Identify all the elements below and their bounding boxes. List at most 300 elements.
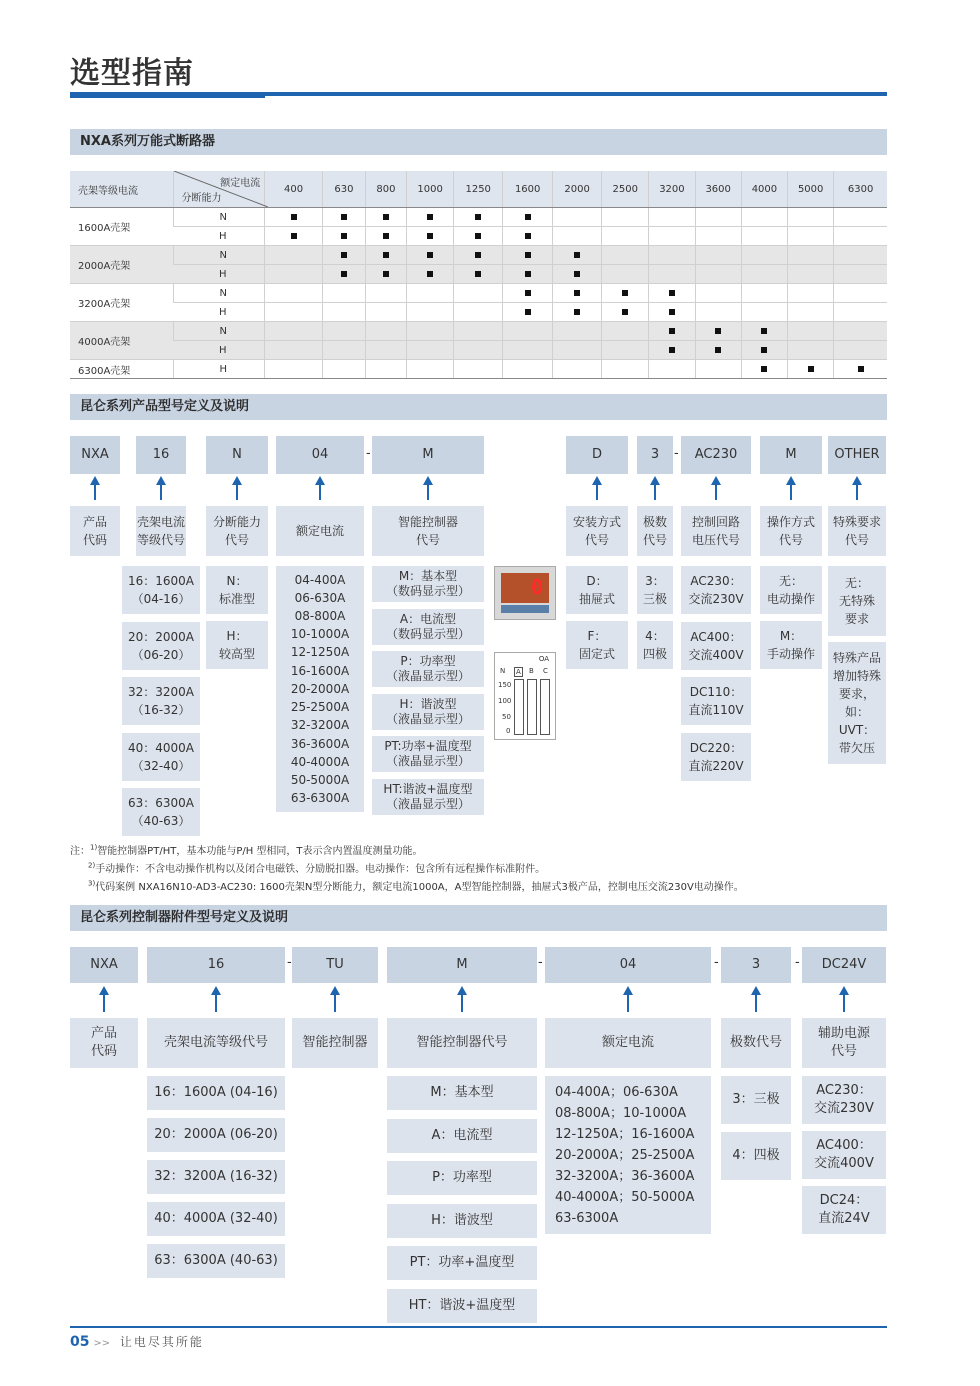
code-box-3: 04 bbox=[276, 436, 364, 474]
available-mark bbox=[574, 252, 580, 258]
table-cell bbox=[265, 341, 323, 360]
controller2-option-5: HT：谐波+温度型 bbox=[387, 1289, 537, 1323]
header-current-1250: 1250 bbox=[454, 171, 503, 208]
available-mark bbox=[525, 309, 531, 315]
table-cell bbox=[741, 227, 787, 246]
available-mark bbox=[475, 214, 481, 220]
table-cell bbox=[695, 246, 741, 265]
label2-box-6: 辅助电源 代号 bbox=[802, 1018, 886, 1068]
frame-option-1: 20：2000A （06-20） bbox=[122, 622, 200, 670]
available-mark bbox=[525, 252, 531, 258]
table-cell bbox=[407, 284, 454, 303]
label-box-4: 智能控制器 代号 bbox=[372, 506, 484, 556]
available-mark bbox=[525, 214, 531, 220]
section-controller-model: 昆仑系列控制器附件型号定义及说明 bbox=[70, 905, 887, 931]
arrow-3 bbox=[319, 478, 321, 500]
table-cell bbox=[602, 284, 649, 303]
breaking-capacity: N bbox=[173, 246, 265, 265]
arrow-9 bbox=[856, 478, 858, 500]
table-cell bbox=[788, 341, 834, 360]
frame2-option-4: 63：6300A (40-63) bbox=[147, 1244, 285, 1278]
table-row bbox=[70, 341, 887, 360]
table-cell bbox=[365, 303, 406, 322]
arrow-6 bbox=[654, 478, 656, 500]
controller2-option-0: M：基本型 bbox=[387, 1076, 537, 1110]
table-cell bbox=[741, 284, 787, 303]
arrow2-1 bbox=[215, 988, 217, 1012]
table-cell bbox=[602, 208, 649, 227]
table-cell bbox=[365, 322, 406, 341]
available-mark bbox=[669, 347, 675, 353]
table-cell bbox=[649, 360, 695, 379]
available-mark bbox=[525, 271, 531, 277]
table-cell bbox=[788, 303, 834, 322]
table-cell bbox=[649, 303, 695, 322]
frame-option-4: 63：6300A （40-63） bbox=[122, 788, 200, 836]
table-cell bbox=[503, 265, 553, 284]
note-0 bbox=[70, 842, 423, 857]
table-cell bbox=[365, 208, 406, 227]
table-cell bbox=[553, 341, 602, 360]
code-box-9: OTHER bbox=[828, 436, 886, 474]
voltage-option-3: DC220： 直流220V bbox=[681, 733, 751, 781]
table-cell bbox=[265, 227, 323, 246]
table-cell bbox=[649, 341, 695, 360]
table-cell bbox=[454, 208, 503, 227]
table-cell bbox=[322, 227, 365, 246]
code-box-2: N bbox=[206, 436, 268, 474]
arrow2-2 bbox=[334, 988, 336, 1012]
table-cell bbox=[741, 303, 787, 322]
table-cell bbox=[503, 341, 553, 360]
bar-b bbox=[527, 679, 537, 735]
table-row bbox=[70, 360, 887, 379]
code2-box-3: M bbox=[387, 947, 537, 983]
table-cell bbox=[322, 265, 365, 284]
code-box-0: NXA bbox=[70, 436, 120, 474]
table-row bbox=[70, 246, 887, 265]
table-cell bbox=[365, 265, 406, 284]
table-header-row bbox=[70, 171, 887, 208]
available-mark bbox=[669, 290, 675, 296]
available-mark bbox=[383, 233, 389, 239]
code2-dash-2: - bbox=[714, 955, 719, 970]
header-current-400: 400 bbox=[265, 171, 323, 208]
table-cell bbox=[695, 227, 741, 246]
rated-options: 04-400A 06-630A 08-800A 10-1000A 12-1250A 16-1600A 20-2000A 25-2500A 32-3200A 36-3600A 40-4000A 50-5000A 63-6300A bbox=[276, 566, 364, 812]
table-cell bbox=[365, 284, 406, 303]
breaking-capacity: H bbox=[173, 227, 265, 246]
pole-option-1: 4： 四极 bbox=[637, 621, 673, 669]
table-cell bbox=[695, 303, 741, 322]
available-mark bbox=[622, 290, 628, 296]
section-kunlun-model: 昆仑系列产品型号定义及说明 bbox=[70, 394, 887, 420]
controller2-option-1: A：电流型 bbox=[387, 1119, 537, 1153]
table-cell bbox=[322, 341, 365, 360]
breaking-capacity: H bbox=[173, 303, 265, 322]
table-row bbox=[70, 284, 887, 303]
table-cell bbox=[788, 322, 834, 341]
table-cell bbox=[741, 322, 787, 341]
table-cell bbox=[454, 360, 503, 379]
table-cell bbox=[602, 341, 649, 360]
note-text: 手动操作：不含电动操作机构以及闭合电磁铁、分励脱扣器。电动操作：包含所有远程操作标准附件。 bbox=[95, 864, 546, 875]
bar-tick-100: 100 bbox=[498, 697, 512, 705]
available-mark bbox=[341, 214, 347, 220]
table-cell bbox=[407, 246, 454, 265]
available-mark bbox=[669, 328, 675, 334]
table-cell bbox=[834, 208, 887, 227]
display-digit: 0 bbox=[530, 575, 543, 599]
table-cell bbox=[265, 360, 323, 379]
label2-box-2: 智能控制器 bbox=[292, 1018, 378, 1068]
label2-box-5: 极数代号 bbox=[721, 1018, 791, 1068]
table-cell bbox=[322, 208, 365, 227]
bar-c bbox=[540, 679, 550, 735]
header-diagonal-cell bbox=[173, 171, 265, 208]
label-box-1: 壳架电流 等级代号 bbox=[136, 506, 186, 556]
available-mark bbox=[341, 233, 347, 239]
controller2-option-3: H：谐波型 bbox=[387, 1204, 537, 1238]
table-cell bbox=[834, 265, 887, 284]
code-box-8: M bbox=[760, 436, 822, 474]
header-current-6300: 6300 bbox=[834, 171, 887, 208]
frame-label: 1600A壳架 bbox=[70, 208, 173, 246]
available-mark bbox=[383, 252, 389, 258]
available-mark bbox=[761, 366, 767, 372]
header-current-3600: 3600 bbox=[695, 171, 741, 208]
table-cell bbox=[695, 341, 741, 360]
table-cell bbox=[834, 322, 887, 341]
table-cell bbox=[454, 322, 503, 341]
code-dash-1: - bbox=[674, 446, 679, 461]
table-cell bbox=[834, 284, 887, 303]
table-cell bbox=[407, 341, 454, 360]
available-mark bbox=[475, 233, 481, 239]
table-cell bbox=[407, 303, 454, 322]
code2-box-5: 3 bbox=[721, 947, 791, 983]
code-box-6: 3 bbox=[637, 436, 673, 474]
breaking-capacity: N bbox=[173, 322, 265, 341]
table-cell bbox=[695, 322, 741, 341]
table-cell bbox=[503, 227, 553, 246]
code2-dash-1: - bbox=[538, 955, 543, 970]
breaking-option-0: N： 标准型 bbox=[206, 566, 268, 614]
available-mark bbox=[475, 252, 481, 258]
table-cell bbox=[503, 246, 553, 265]
controller-option-3: H：谐波型 （液晶显示型） bbox=[372, 694, 484, 730]
frame-label: 3200A壳架 bbox=[70, 284, 173, 322]
arrow2-0 bbox=[103, 988, 105, 1012]
breaking-capacity: N bbox=[173, 284, 265, 303]
table-cell bbox=[553, 322, 602, 341]
breaking-capacity: H bbox=[173, 360, 265, 379]
frame2-option-3: 40：4000A (32-40) bbox=[147, 1202, 285, 1236]
table-row bbox=[70, 322, 887, 341]
note-number: 2) bbox=[88, 861, 96, 870]
table-cell bbox=[553, 246, 602, 265]
frame-label: 6300A壳架 bbox=[70, 360, 173, 379]
table-cell bbox=[503, 360, 553, 379]
table-cell bbox=[454, 303, 503, 322]
available-mark bbox=[574, 271, 580, 277]
voltage-option-1: AC400： 交流400V bbox=[681, 622, 751, 670]
available-mark bbox=[383, 271, 389, 277]
power2-option-2: DC24： 直流24V bbox=[802, 1186, 886, 1234]
header-current-3200: 3200 bbox=[649, 171, 695, 208]
note-number: 3) bbox=[88, 879, 96, 888]
table-cell bbox=[503, 322, 553, 341]
table-row bbox=[70, 208, 887, 227]
available-mark bbox=[341, 271, 347, 277]
table-row bbox=[70, 265, 887, 284]
table-cell bbox=[322, 360, 365, 379]
breaking-option-1: H： 较高型 bbox=[206, 621, 268, 669]
pole2-option-0: 3：三极 bbox=[721, 1076, 791, 1124]
table-cell bbox=[265, 208, 323, 227]
bar-tick-50: 50 bbox=[502, 713, 511, 721]
table-cell bbox=[407, 322, 454, 341]
arrow-1 bbox=[160, 478, 162, 500]
bar-col-n: N bbox=[500, 667, 506, 675]
page-title: 选型指南 bbox=[70, 56, 194, 91]
table-cell bbox=[265, 265, 323, 284]
code2-box-6: DC24V bbox=[802, 947, 886, 983]
table-cell bbox=[788, 284, 834, 303]
table-cell bbox=[602, 265, 649, 284]
bar-col-b: B bbox=[529, 667, 534, 675]
power2-option-1: AC400： 交流400V bbox=[802, 1131, 886, 1179]
table-cell bbox=[788, 208, 834, 227]
available-mark bbox=[525, 233, 531, 239]
frame2-option-1: 20：2000A (06-20) bbox=[147, 1118, 285, 1152]
available-mark bbox=[669, 309, 675, 315]
table-cell bbox=[407, 265, 454, 284]
selection-table bbox=[70, 171, 887, 379]
arrow2-5 bbox=[755, 988, 757, 1012]
label2-box-3: 智能控制器代号 bbox=[387, 1018, 537, 1068]
table-cell bbox=[695, 284, 741, 303]
table-cell bbox=[741, 341, 787, 360]
table-cell bbox=[365, 246, 406, 265]
available-mark bbox=[761, 328, 767, 334]
code2-box-4: 04 bbox=[545, 947, 711, 983]
available-mark bbox=[808, 366, 814, 372]
table-cell bbox=[788, 360, 834, 379]
table-cell bbox=[602, 322, 649, 341]
bar-top-label: OA bbox=[538, 655, 549, 663]
table-cell bbox=[454, 265, 503, 284]
code-box-7: AC230 bbox=[681, 436, 751, 474]
table-cell bbox=[741, 246, 787, 265]
arrow-2 bbox=[236, 478, 238, 500]
table-cell bbox=[649, 265, 695, 284]
table-cell bbox=[407, 208, 454, 227]
label-box-7: 控制回路 电压代号 bbox=[681, 506, 751, 556]
code2-box-0: NXA bbox=[70, 947, 138, 983]
table-cell bbox=[265, 303, 323, 322]
table-cell bbox=[454, 341, 503, 360]
operation-option-0: 无： 电动操作 bbox=[760, 566, 822, 614]
table-cell bbox=[454, 284, 503, 303]
code-box-4: M bbox=[372, 436, 484, 474]
table-cell bbox=[322, 284, 365, 303]
controller-option-0: M：基本型 （数码显示型） bbox=[372, 566, 484, 602]
available-mark bbox=[574, 309, 580, 315]
frame-label: 4000A壳架 bbox=[70, 322, 173, 360]
table-cell bbox=[503, 303, 553, 322]
controller-option-5: HT:谐波+温度型 （液晶显示型） bbox=[372, 779, 484, 815]
arrow-5 bbox=[596, 478, 598, 500]
available-mark bbox=[427, 214, 433, 220]
available-mark bbox=[291, 214, 297, 220]
bar-tick-150: 150 bbox=[498, 681, 512, 689]
rated2-options: 04-400A；06-630A 08-800A；10-1000A 12-1250A；16-1600A 20-2000A；25-2500A 32-3200A；36-3600A 40-4000A；50-5000A 63-6300A bbox=[545, 1076, 711, 1234]
power2-option-0: AC230： 交流230V bbox=[802, 1076, 886, 1124]
special-option-1: 特殊产品 增加特殊 要求， 如： UVT： 带欠压 bbox=[828, 642, 886, 764]
table-cell bbox=[602, 246, 649, 265]
available-mark bbox=[715, 347, 721, 353]
frame-label: 2000A壳架 bbox=[70, 246, 173, 284]
available-mark bbox=[427, 252, 433, 258]
label2-box-1: 壳架电流等级代号 bbox=[147, 1018, 285, 1068]
frame-option-3: 40：4000A （32-40） bbox=[122, 733, 200, 781]
available-mark bbox=[341, 252, 347, 258]
pole2-option-1: 4：四极 bbox=[721, 1132, 791, 1180]
available-mark bbox=[622, 309, 628, 315]
available-mark bbox=[427, 271, 433, 277]
arrow-7 bbox=[715, 478, 717, 500]
table-cell bbox=[741, 208, 787, 227]
table-cell bbox=[265, 284, 323, 303]
arrow-0 bbox=[94, 478, 96, 500]
header-breaking-label: 分断能力 bbox=[181, 193, 222, 204]
table-cell bbox=[788, 265, 834, 284]
arrow-4 bbox=[427, 478, 429, 500]
arrow-8 bbox=[790, 478, 792, 500]
pole-option-0: 3： 三极 bbox=[637, 566, 673, 614]
install-option-0: D： 抽屉式 bbox=[566, 566, 628, 614]
table-cell bbox=[695, 265, 741, 284]
header-current-800: 800 bbox=[365, 171, 406, 208]
footer-sep: >> bbox=[93, 1338, 111, 1349]
header-current-2000: 2000 bbox=[553, 171, 602, 208]
table-cell bbox=[553, 360, 602, 379]
code-box-5: D bbox=[566, 436, 628, 474]
label2-box-0: 产品 代码 bbox=[70, 1018, 138, 1068]
footer-rule bbox=[70, 1326, 887, 1328]
label-box-6: 极数 代号 bbox=[637, 506, 673, 556]
table-row bbox=[70, 303, 887, 322]
header-current-1600: 1600 bbox=[503, 171, 553, 208]
header-current-2500: 2500 bbox=[602, 171, 649, 208]
table-cell bbox=[454, 246, 503, 265]
table-cell bbox=[649, 246, 695, 265]
table-cell bbox=[834, 360, 887, 379]
code-box-1: 16 bbox=[136, 436, 186, 474]
table-cell bbox=[695, 208, 741, 227]
footer bbox=[70, 1333, 204, 1350]
label-box-9: 特殊要求 代号 bbox=[828, 506, 886, 556]
table-cell bbox=[365, 360, 406, 379]
table-cell bbox=[788, 227, 834, 246]
table-cell bbox=[553, 303, 602, 322]
controller-option-1: A：电流型 （数码显示型） bbox=[372, 609, 484, 645]
header-frame-current: 壳架等级电流 bbox=[70, 171, 173, 208]
note-text: 智能控制器PT/HT，基本功能与P/H 型相同，T表示含内置温度测量功能。 bbox=[97, 846, 423, 857]
table-cell bbox=[265, 322, 323, 341]
frame-option-0: 16：1600A （04-16） bbox=[122, 566, 200, 614]
controller2-option-4: PT：功率+温度型 bbox=[387, 1246, 537, 1280]
table-cell bbox=[649, 284, 695, 303]
label2-box-4: 额定电流 bbox=[545, 1018, 711, 1068]
table-cell bbox=[503, 284, 553, 303]
voltage-option-0: AC230： 交流230V bbox=[681, 566, 751, 614]
table-cell bbox=[834, 227, 887, 246]
code2-dash-3: - bbox=[795, 955, 800, 970]
label-box-2: 分断能力 代号 bbox=[206, 506, 268, 556]
bar-col-c: C bbox=[543, 667, 548, 675]
controller-option-2: P：功率型 （液晶显示型） bbox=[372, 651, 484, 687]
available-mark bbox=[858, 366, 864, 372]
arrow2-4 bbox=[627, 988, 629, 1012]
arrow2-6 bbox=[843, 988, 845, 1012]
table-cell bbox=[741, 265, 787, 284]
header-rated-label: 额定电流 bbox=[220, 178, 261, 189]
header-current-5000: 5000 bbox=[788, 171, 834, 208]
table-cell bbox=[602, 303, 649, 322]
table-cell bbox=[741, 360, 787, 379]
note-1 bbox=[88, 860, 545, 875]
label-box-3: 额定电流 bbox=[276, 506, 364, 556]
note-number: 1) bbox=[90, 843, 98, 852]
table-cell bbox=[553, 284, 602, 303]
note-prefix: 注： bbox=[70, 846, 90, 857]
table-cell bbox=[365, 341, 406, 360]
table-cell bbox=[649, 227, 695, 246]
label-box-0: 产品 代码 bbox=[70, 506, 120, 556]
available-mark bbox=[427, 233, 433, 239]
frame2-option-2: 32：3200A (16-32) bbox=[147, 1160, 285, 1194]
bar-display-image bbox=[494, 652, 556, 740]
header-current-4000: 4000 bbox=[741, 171, 787, 208]
title-rule-accent bbox=[70, 92, 265, 98]
bar-tick-0: 0 bbox=[506, 727, 511, 735]
table-cell bbox=[407, 360, 454, 379]
bar-a bbox=[514, 679, 524, 735]
table-cell bbox=[503, 208, 553, 227]
breaking-capacity: N bbox=[173, 208, 265, 227]
table-cell bbox=[454, 227, 503, 246]
table-cell bbox=[834, 246, 887, 265]
available-mark bbox=[715, 328, 721, 334]
table-cell bbox=[265, 246, 323, 265]
note-2 bbox=[88, 878, 744, 893]
available-mark bbox=[475, 271, 481, 277]
table-cell bbox=[834, 341, 887, 360]
controller-display-image bbox=[494, 566, 556, 620]
header-current-630: 630 bbox=[322, 171, 365, 208]
frame2-option-0: 16：1600A (04-16) bbox=[147, 1076, 285, 1110]
voltage-option-2: DC110： 直流110V bbox=[681, 677, 751, 725]
frame-option-2: 32：3200A （16-32） bbox=[122, 677, 200, 725]
available-mark bbox=[383, 214, 389, 220]
available-mark bbox=[291, 233, 297, 239]
controller2-option-2: P：功率型 bbox=[387, 1161, 537, 1195]
table-cell bbox=[649, 322, 695, 341]
bar-col-a: A bbox=[516, 668, 521, 676]
available-mark bbox=[761, 347, 767, 353]
